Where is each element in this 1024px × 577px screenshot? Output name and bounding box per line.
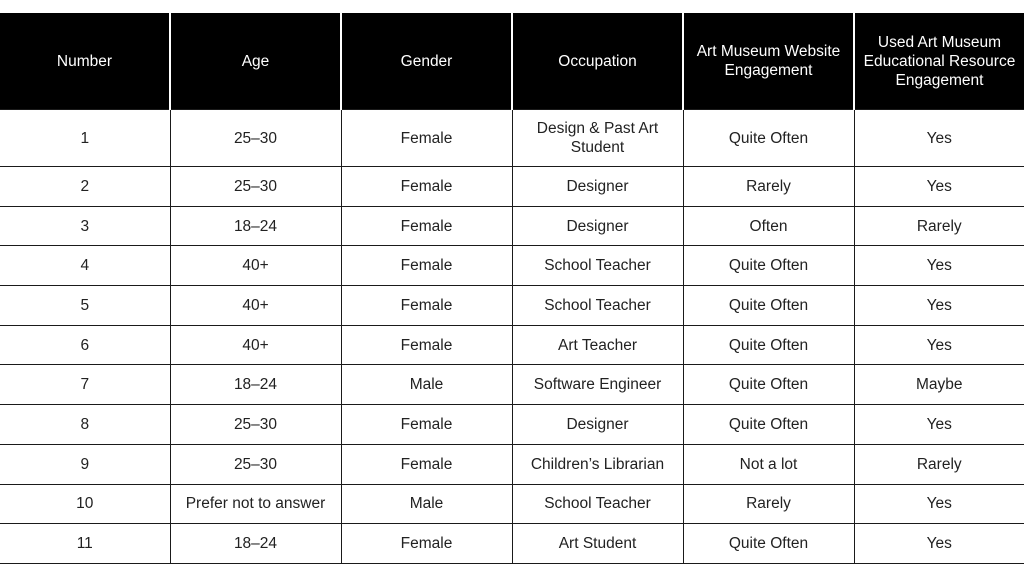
cell-age: Prefer not to answer (170, 484, 341, 524)
cell-gender: Female (341, 444, 512, 484)
cell-occupation: Design & Past Art Student (512, 110, 683, 167)
header-age: Age (170, 13, 341, 110)
cell-occupation: School Teacher (512, 484, 683, 524)
table-body (0, 110, 1024, 564)
cell-occupation: Art Teacher (512, 325, 683, 365)
cell-occupation: Designer (512, 405, 683, 445)
cell-website-engagement: Rarely (683, 167, 854, 207)
cell-gender: Male (341, 484, 512, 524)
table-header (0, 13, 1024, 110)
header-row (0, 13, 1024, 110)
table-row (0, 286, 1024, 326)
cell-age: 25–30 (170, 167, 341, 207)
cell-age: 18–24 (170, 524, 341, 564)
cell-gender: Female (341, 246, 512, 286)
cell-gender: Female (341, 110, 512, 167)
cell-gender: Male (341, 365, 512, 405)
cell-resource-engagement: Yes (854, 484, 1024, 524)
cell-resource-engagement: Yes (854, 524, 1024, 564)
table-row (0, 206, 1024, 246)
cell-resource-engagement: Rarely (854, 444, 1024, 484)
header-educational-resource-engagement: Used Art Museum Educational Resource Engagement (854, 13, 1024, 110)
cell-age: 25–30 (170, 405, 341, 445)
cell-website-engagement: Quite Often (683, 246, 854, 286)
cell-website-engagement: Quite Often (683, 110, 854, 167)
table-row (0, 444, 1024, 484)
cell-resource-engagement: Rarely (854, 206, 1024, 246)
cell-website-engagement: Rarely (683, 484, 854, 524)
cell-number: 7 (0, 365, 170, 405)
table-row (0, 405, 1024, 445)
table-row (0, 365, 1024, 405)
table-row (0, 246, 1024, 286)
header-gender: Gender (341, 13, 512, 110)
cell-resource-engagement: Yes (854, 167, 1024, 207)
cell-occupation: Children’s Librarian (512, 444, 683, 484)
cell-website-engagement: Not a lot (683, 444, 854, 484)
cell-number: 6 (0, 325, 170, 365)
cell-number: 10 (0, 484, 170, 524)
cell-occupation: Art Student (512, 524, 683, 564)
participant-table-container (0, 13, 1024, 564)
cell-age: 25–30 (170, 444, 341, 484)
cell-number: 5 (0, 286, 170, 326)
participant-table (0, 13, 1024, 564)
cell-number: 9 (0, 444, 170, 484)
cell-resource-engagement: Yes (854, 286, 1024, 326)
cell-occupation: Designer (512, 206, 683, 246)
table-row (0, 110, 1024, 167)
cell-age: 40+ (170, 246, 341, 286)
cell-gender: Female (341, 325, 512, 365)
cell-number: 1 (0, 110, 170, 167)
cell-website-engagement: Quite Often (683, 524, 854, 564)
cell-age: 18–24 (170, 206, 341, 246)
cell-number: 2 (0, 167, 170, 207)
cell-age: 40+ (170, 325, 341, 365)
cell-resource-engagement: Yes (854, 405, 1024, 445)
cell-age: 18–24 (170, 365, 341, 405)
cell-number: 3 (0, 206, 170, 246)
header-occupation: Occupation (512, 13, 683, 110)
header-number: Number (0, 13, 170, 110)
cell-occupation: Software Engineer (512, 365, 683, 405)
cell-occupation: School Teacher (512, 286, 683, 326)
cell-website-engagement: Quite Often (683, 325, 854, 365)
cell-resource-engagement: Yes (854, 110, 1024, 167)
cell-age: 25–30 (170, 110, 341, 167)
cell-website-engagement: Quite Often (683, 365, 854, 405)
cell-occupation: School Teacher (512, 246, 683, 286)
cell-occupation: Designer (512, 167, 683, 207)
cell-gender: Female (341, 286, 512, 326)
table-row (0, 325, 1024, 365)
cell-website-engagement: Quite Often (683, 405, 854, 445)
cell-website-engagement: Often (683, 206, 854, 246)
table-row (0, 524, 1024, 564)
table-row (0, 167, 1024, 207)
cell-gender: Female (341, 405, 512, 445)
cell-number: 4 (0, 246, 170, 286)
cell-gender: Female (341, 206, 512, 246)
cell-age: 40+ (170, 286, 341, 326)
cell-gender: Female (341, 524, 512, 564)
cell-resource-engagement: Maybe (854, 365, 1024, 405)
cell-resource-engagement: Yes (854, 325, 1024, 365)
cell-website-engagement: Quite Often (683, 286, 854, 326)
cell-number: 11 (0, 524, 170, 564)
cell-gender: Female (341, 167, 512, 207)
cell-number: 8 (0, 405, 170, 445)
table-row (0, 484, 1024, 524)
cell-resource-engagement: Yes (854, 246, 1024, 286)
header-website-engagement: Art Museum Website Engagement (683, 13, 854, 110)
